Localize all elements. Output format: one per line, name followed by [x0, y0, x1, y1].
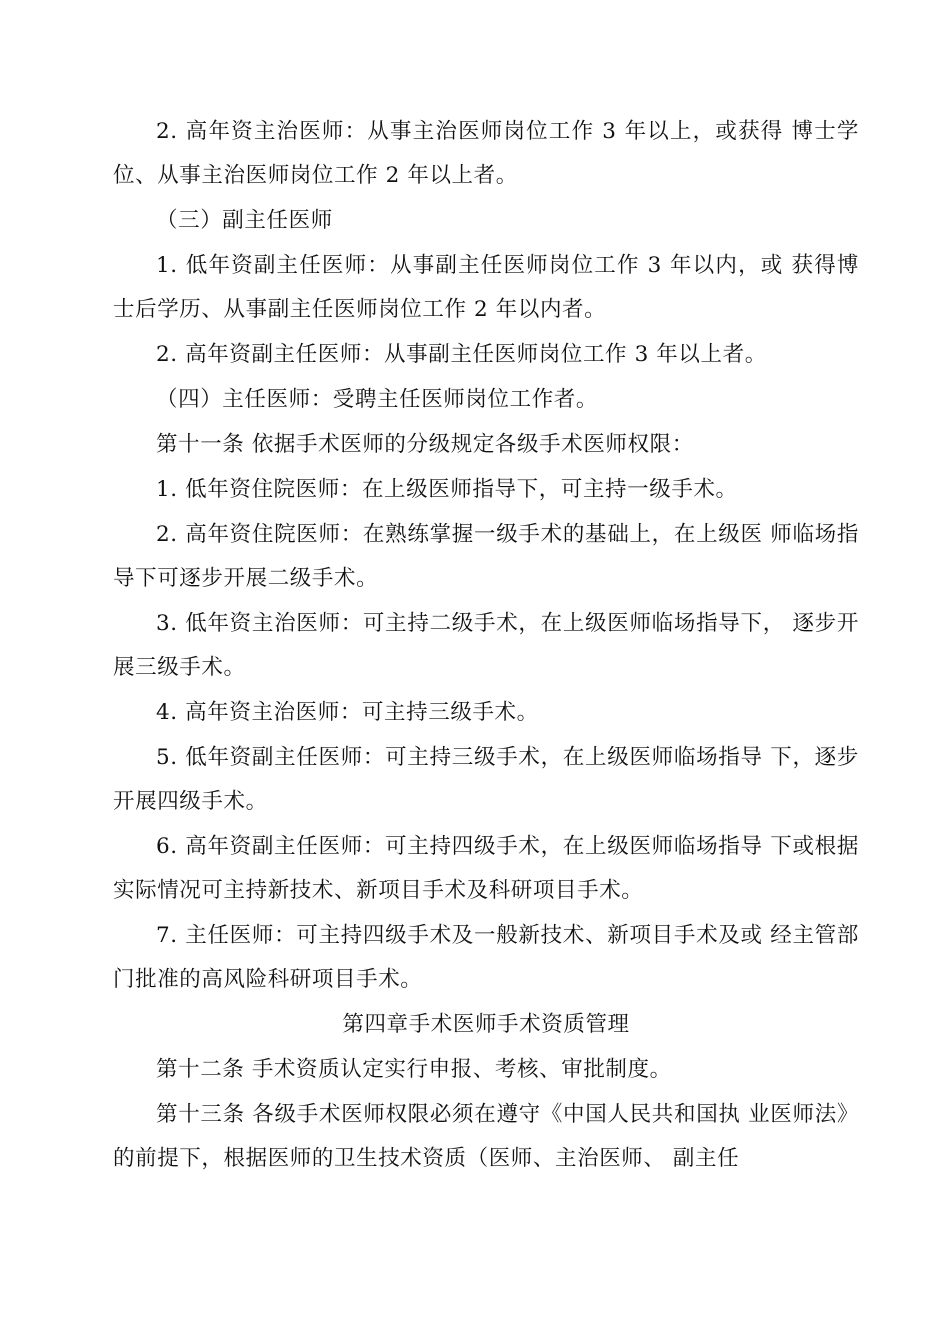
paragraph: 2. 高年资副主任医师：从事副主任医师岗位工作 3 年以上者。 — [156, 342, 767, 367]
paragraph: 6. 高年资副主任医师：可主持四级手术，在上级医师临场指导 下或根据实际情况可主持新技术、新项目手术及科研项目手术。 — [113, 834, 859, 903]
paragraph: 4. 高年资主治医师：可主持三级手术。 — [156, 700, 539, 725]
chapter-heading: 第四章手术医师手术资质管理 — [342, 1012, 630, 1037]
paragraph: 3. 低年资主治医师：可主持二级手术，在上级医师临场指导下， 逐步开展三级手术。 — [113, 611, 859, 680]
paragraph: 1. 低年资副主任医师：从事副主任医师岗位工作 3 年以内，或 获得博士后学历、从事副主任医师岗位工作 2 年以内者。 — [113, 253, 859, 322]
paragraph: 2. 高年资住院医师：在熟练掌握一级手术的基础上，在上级医 师临场指导下可逐步开展二级手术。 — [113, 522, 859, 591]
article-paragraph: 第十一条 依据手术医师的分级规定各级手术医师权限： — [156, 432, 694, 457]
section-heading: （四）主任医师：受聘主任医师岗位工作者。 — [156, 387, 599, 412]
paragraph: 7. 主任医师：可主持四级手术及一般新技术、新项目手术及或 经主管部门批准的高风险科研项目手术。 — [113, 923, 859, 992]
document-body — [113, 110, 859, 1182]
article-paragraph: 第十二条 手术资质认定实行申报、考核、审批制度。 — [156, 1057, 672, 1082]
article-paragraph: 第十三条 各级手术医师权限必须在遵守《中国人民共和国执 业医师法》的前提下，根据医师的卫生技术资质（医师、主治医师、 副主任 — [113, 1102, 859, 1171]
section-heading: （三）副主任医师 — [156, 208, 333, 233]
paragraph: 1. 低年资住院医师：在上级医师指导下，可主持一级手术。 — [156, 477, 738, 502]
paragraph: 2. 高年资主治医师：从事主治医师岗位工作 3 年以上，或获得 博士学位、从事主治医师岗位工作 2 年以上者。 — [113, 119, 859, 188]
paragraph: 5. 低年资副主任医师：可主持三级手术，在上级医师临场指导 下，逐步开展四级手术。 — [113, 745, 859, 814]
